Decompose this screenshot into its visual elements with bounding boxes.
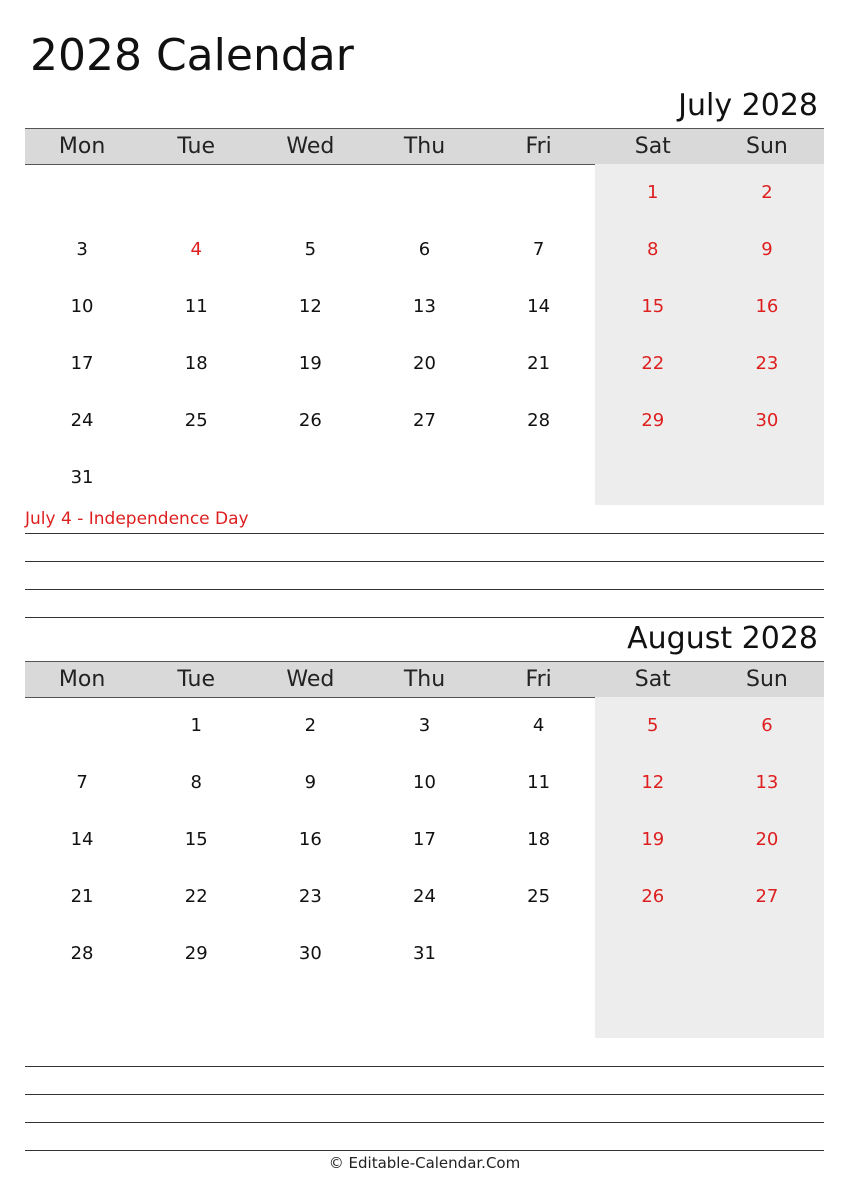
day-cell — [253, 164, 367, 221]
weekday-label: Tue — [177, 134, 215, 159]
day-cell: 20 — [755, 829, 779, 850]
weekday-header — [25, 661, 824, 698]
day-cell: 11 — [184, 296, 208, 317]
day-cell — [139, 982, 253, 1039]
day-cell: 7 — [76, 772, 88, 793]
weekday-label: Thu — [403, 667, 446, 692]
day-cell: 19 — [641, 829, 665, 850]
month-title: July 2028 — [678, 88, 818, 123]
day-cell — [482, 449, 596, 506]
day-cell — [596, 449, 710, 506]
day-cell: 19 — [298, 353, 322, 374]
weekday-label: Tue — [177, 667, 215, 692]
day-cell: 14 — [527, 296, 551, 317]
day-cell — [367, 164, 481, 221]
note-line — [25, 617, 824, 618]
note-line — [25, 589, 824, 590]
week-row — [25, 449, 824, 506]
day-cell — [139, 449, 253, 506]
weekday-label: Sun — [745, 667, 788, 692]
day-cell: 15 — [184, 829, 208, 850]
day-cell: 20 — [413, 353, 436, 374]
day-cell: 24 — [413, 886, 436, 907]
footer-copyright: © Editable-Calendar.Com — [328, 1154, 521, 1172]
day-cell: 22 — [184, 886, 208, 907]
week-row — [25, 164, 824, 221]
note-line — [25, 561, 824, 562]
day-cell: 12 — [641, 772, 665, 793]
week-row — [25, 925, 824, 982]
note-line — [25, 1066, 824, 1067]
page-title: 2028 Calendar — [30, 30, 354, 81]
weekday-label: Fri — [525, 667, 552, 692]
day-cell: 21 — [527, 353, 551, 374]
day-cell: 16 — [298, 829, 322, 850]
day-cell: 16 — [755, 296, 779, 317]
weekday-header — [25, 128, 824, 165]
day-cell: 2 — [761, 182, 773, 203]
day-cell: 11 — [527, 772, 551, 793]
weekday-label: Fri — [525, 134, 552, 159]
day-cell: 21 — [70, 886, 94, 907]
day-cell: 1 — [647, 182, 659, 203]
day-cell — [710, 925, 824, 982]
day-cell: 13 — [413, 296, 436, 317]
weekday-label: Sat — [634, 134, 671, 159]
day-cell — [25, 982, 139, 1039]
day-cell: 6 — [761, 715, 773, 736]
day-cell: 5 — [304, 239, 317, 260]
day-cell — [139, 164, 253, 221]
week-row — [25, 335, 824, 392]
weekday-label: Thu — [403, 134, 446, 159]
day-cell: 4 — [532, 715, 545, 736]
day-cell — [482, 925, 596, 982]
day-cell: 26 — [298, 410, 322, 431]
day-cell: 24 — [70, 410, 94, 431]
week-row — [25, 811, 824, 868]
day-cell — [482, 982, 596, 1039]
note-line — [25, 533, 824, 534]
week-row — [25, 697, 824, 754]
week-row — [25, 221, 824, 278]
day-cell: 28 — [527, 410, 551, 431]
day-cell: 25 — [184, 410, 208, 431]
day-cell: 29 — [641, 410, 665, 431]
day-cell: 31 — [413, 943, 436, 964]
holiday-note: July 4 - Independence Day — [25, 509, 249, 529]
day-cell: 30 — [298, 943, 322, 964]
weekday-label: Sun — [745, 134, 788, 159]
day-cell: 30 — [755, 410, 779, 431]
week-row — [25, 982, 824, 1039]
day-cell — [710, 982, 824, 1039]
day-cell: 26 — [641, 886, 665, 907]
day-cell — [596, 982, 710, 1039]
note-line — [25, 1094, 824, 1095]
day-cell: 8 — [190, 772, 202, 793]
day-cell: 17 — [70, 353, 94, 374]
day-cell: 22 — [641, 353, 665, 374]
day-cell — [367, 449, 481, 506]
day-cell: 12 — [298, 296, 322, 317]
weekday-label: Wed — [286, 667, 335, 692]
day-grid — [25, 164, 824, 505]
day-cell: 8 — [647, 239, 659, 260]
day-cell — [367, 982, 481, 1039]
day-cell: 23 — [298, 886, 322, 907]
day-cell: 14 — [70, 829, 94, 850]
day-cell — [596, 925, 710, 982]
weekday-label: Sat — [634, 667, 671, 692]
day-cell: 9 — [761, 239, 773, 260]
day-cell: 4 — [190, 239, 202, 260]
week-row — [25, 278, 824, 335]
day-cell: 28 — [70, 943, 94, 964]
week-row — [25, 392, 824, 449]
day-cell: 25 — [527, 886, 551, 907]
day-cell — [253, 982, 367, 1039]
month-title: August 2028 — [627, 621, 818, 656]
day-cell: 1 — [190, 715, 202, 736]
day-cell: 13 — [755, 772, 779, 793]
day-cell: 7 — [532, 239, 545, 260]
day-cell: 23 — [755, 353, 779, 374]
day-cell: 5 — [647, 715, 659, 736]
day-cell: 17 — [413, 829, 436, 850]
day-cell — [25, 164, 139, 221]
day-grid — [25, 697, 824, 1038]
day-cell: 3 — [418, 715, 431, 736]
weekday-label: Mon — [58, 134, 106, 159]
day-cell — [253, 449, 367, 506]
day-cell: 9 — [304, 772, 317, 793]
day-cell: 27 — [413, 410, 436, 431]
day-cell — [25, 697, 139, 754]
day-cell: 31 — [70, 467, 94, 488]
week-row — [25, 754, 824, 811]
day-cell — [710, 449, 824, 506]
week-row — [25, 868, 824, 925]
day-cell: 29 — [184, 943, 208, 964]
day-cell: 6 — [418, 239, 431, 260]
day-cell: 18 — [184, 353, 208, 374]
day-cell: 18 — [527, 829, 551, 850]
day-cell: 15 — [641, 296, 665, 317]
note-line — [25, 1122, 824, 1123]
weekday-label: Wed — [286, 134, 335, 159]
day-cell: 3 — [76, 239, 88, 260]
weekday-label: Mon — [58, 667, 106, 692]
day-cell: 2 — [304, 715, 317, 736]
day-cell: 27 — [755, 886, 779, 907]
day-cell: 10 — [70, 296, 94, 317]
day-cell — [482, 164, 596, 221]
day-cell: 10 — [413, 772, 436, 793]
